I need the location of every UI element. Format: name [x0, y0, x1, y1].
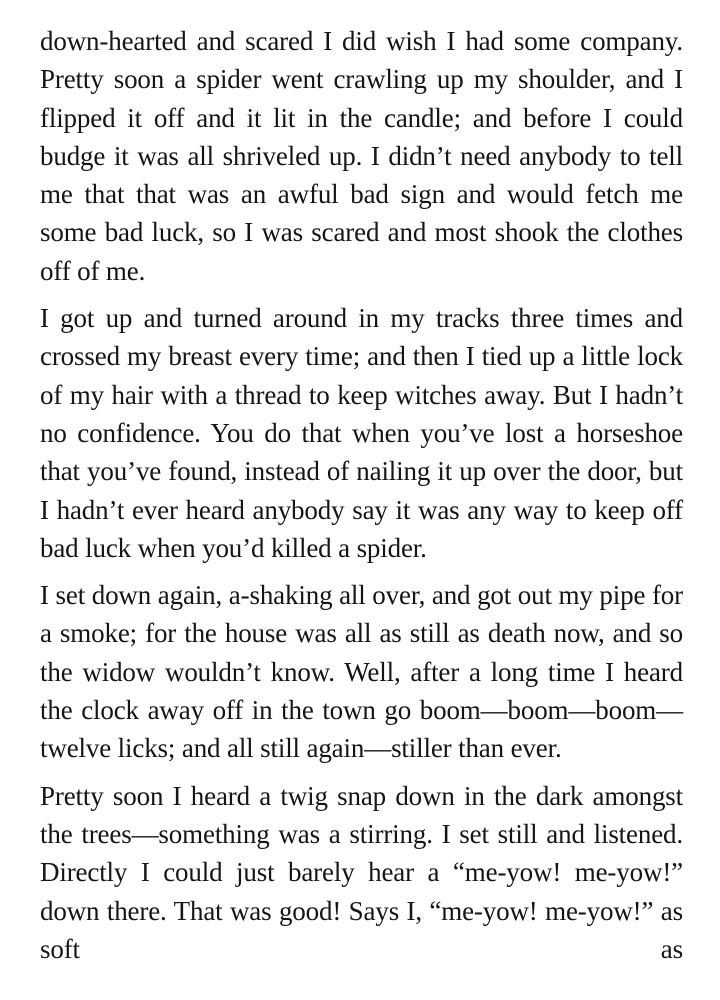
paragraph-1: down-hearted and scared I did wish I had some company. Pretty soon a spider went crawling up my shoulder, and I flipped it off and it lit in the candle; and before I could budge it was all shriveled up. I didn’t need anybody to tell me that that was an awful bad sign and would fetch me some bad luck, so I was scared and most shook the clothes off of me.	[40, 26, 683, 286]
paragraph-2: I got up and turned around in my tracks three times and crossed my breast every time; and then I tied up a little lock of my hair with a thread to keep witches away. But I hadn’t no confidence. You do that when you’ve lost a horseshoe that you’ve found, instead of nailing it up over the door, but I hadn’t ever heard anybody say it was any way to keep off bad luck when you’d killed a spider.	[40, 303, 683, 563]
page-text	[40, 22, 683, 977]
paragraph-4: Pretty soon I heard a twig snap down in the dark amongst the trees—something was a stirring. I set still and listened. Directly I could just barely hear a “me-yow! me-yow!” down there. That was good! Says I, “me-yow! me-yow!” as soft as	[40, 780, 683, 964]
paragraph-3: I set down again, a-shaking all over, and got out my pipe for a smoke; for the house was all as still as death now, and so the widow wouldn’t know. Well, after a long time I heard the clock away off in the town go boom—boom—boom—twelve licks; and all still again—stiller than ever.	[40, 580, 683, 764]
